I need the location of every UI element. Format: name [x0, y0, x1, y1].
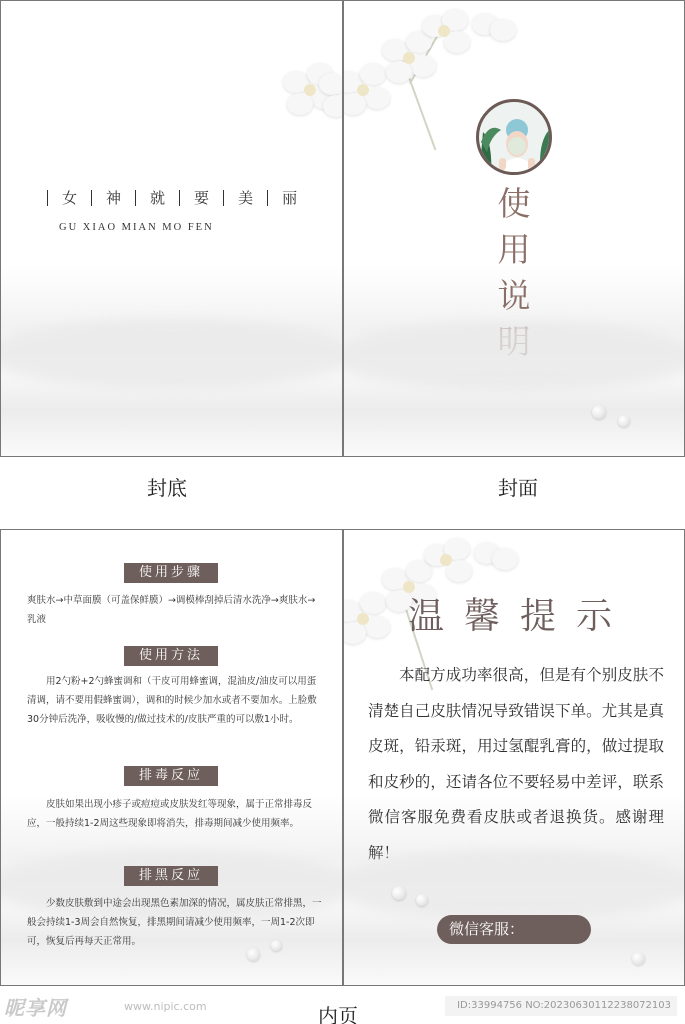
title-char: 说 — [497, 276, 531, 315]
section-heading-method: 使用方法 — [124, 646, 218, 666]
watermark-logo: 昵享网 — [4, 996, 67, 1020]
section-heading-detox: 排毒反应 — [124, 766, 218, 786]
pearl-decoration — [247, 948, 260, 961]
inner-right-panel — [343, 529, 685, 986]
title-char: 用 — [497, 230, 531, 269]
caption-back-cover: 封底 — [147, 476, 187, 500]
orchid-decoration — [474, 538, 518, 578]
title-char: 要 — [194, 189, 210, 207]
title-char: 丽 — [282, 189, 298, 207]
section-body-steps: 爽肤水→中草面膜（可盖保鲜膜）→调模棒刮掉后清水洗净→爽肤水→乳液 — [27, 595, 316, 625]
watermark-url: www.nipic.com — [124, 1000, 207, 1013]
orchid-decoration — [422, 9, 470, 57]
orchid-decoration — [319, 69, 343, 123]
title-char: 美 — [238, 189, 254, 207]
mist-decoration — [343, 321, 685, 391]
caption-front-cover: 封面 — [498, 476, 538, 500]
title-char: 女 — [62, 189, 78, 207]
section-body-darkening: 少数皮肤敷到中途会出现黑色素加深的情况，属皮肤正常排黑，一般会持续1-3周会自然恢复，排黑期间请减少使用频率，一周1-2次即可，恢复后再每天正常用。 — [27, 898, 322, 947]
back-cover-title — [47, 187, 297, 208]
notice-text: 本配方成功率很高，但是有个别皮肤不清楚自己皮肤情况导致错误下单。尤其是真皮斑，铅汞斑，用过氢醌乳膏的，做过提取和皮秒的，还请各位不要轻易中差评，联系微信客服免费看皮肤或者退换货。感谢理解！ — [368, 666, 664, 862]
pearl-decoration — [271, 940, 282, 951]
front-cover-panel — [343, 0, 685, 457]
pearl-decoration — [592, 405, 606, 419]
section-body-detox: 皮肤如果出现小疹子或痘痘或皮肤发红等现象，属于正常排毒反应，一般持续1-2周这些现象即将消失，排毒期间减少使用频率。 — [27, 799, 313, 829]
pearl-decoration — [632, 952, 645, 965]
face-mask-avatar — [476, 99, 552, 175]
orchid-decoration — [472, 9, 516, 49]
back-cover-subtitle: GU XIAO MIAN MO FEN — [59, 222, 214, 233]
pearl-decoration — [416, 894, 428, 906]
back-cover-panel — [0, 0, 343, 457]
wechat-service-label: 微信客服： — [437, 915, 591, 944]
inner-left-panel — [0, 529, 343, 986]
mist-decoration — [0, 319, 343, 389]
section-body-method: 用2勺粉+2勺蜂蜜调和（干皮可用蜂蜜调，混油皮/油皮可以用蛋清调，请不要用假蜂蜜调），调和的时候少加水或者不要加水。上脸敷30分钟后洗净，吸收慢的/做过技术的/皮肤严重的可以敷1小时。 — [27, 676, 317, 725]
title-char: 使 — [497, 184, 531, 223]
section-heading-steps: 使用步骤 — [124, 563, 218, 583]
section-heading-darkening: 排黑反应 — [124, 866, 218, 886]
title-char: 就 — [150, 189, 166, 207]
notice-title: 温馨提示 — [408, 596, 633, 637]
mist-decoration — [343, 850, 685, 920]
pearl-decoration — [618, 415, 630, 427]
title-char: 神 — [106, 189, 122, 207]
pearl-decoration — [392, 886, 406, 900]
orchid-decoration — [424, 538, 472, 586]
watermark-id: ID:33994756 NO:20230630112238072103 — [445, 996, 677, 1016]
caption-inner: 内页 — [318, 1004, 358, 1024]
